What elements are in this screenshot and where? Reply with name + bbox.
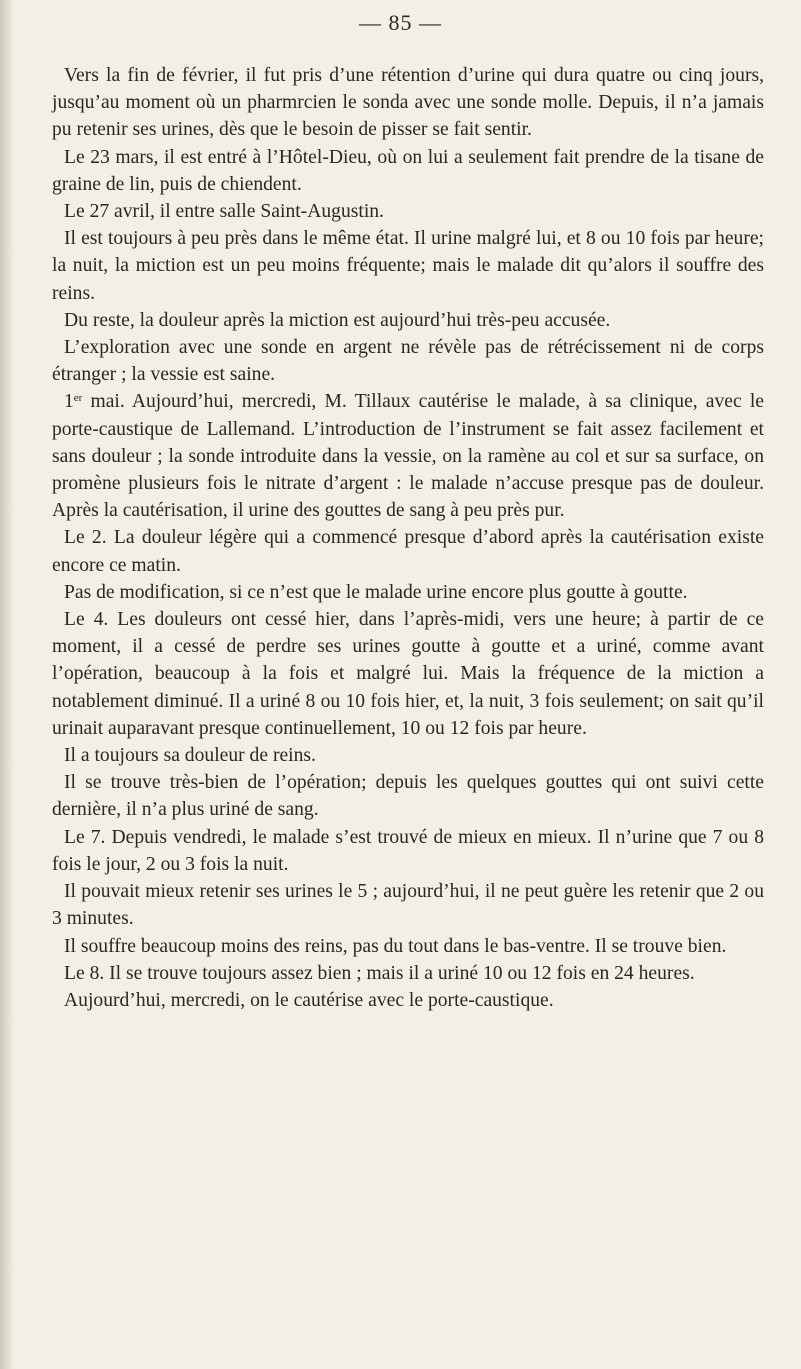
paragraph: L’exploration avec une sonde en argent ne révèle pas de rétrécissement ni de corps étranger ; la vessie est saine. <box>52 337 764 386</box>
paragraph: Il se trouve très-bien de l’opération; depuis les quelques gouttes qui ont suivi cette dernière, il n’a plus uriné de sang. <box>52 772 764 821</box>
paragraph: Du reste, la douleur après la miction est aujourd’hui très-peu accusée. <box>64 309 611 331</box>
paragraph: Le 2. La douleur légère qui a commencé presque d’abord après la cautérisation existe encore ce matin. <box>52 527 764 576</box>
paragraph: Le 8. Il se trouve toujours assez bien ; mais il a uriné 10 ou 12 fois en 24 heures. <box>64 962 695 984</box>
page-binding-shadow <box>0 0 14 1369</box>
paragraph: Le 7. Depuis vendredi, le malade s’est trouvé de mieux en mieux. Il n’urine que 7 ou 8 fois le jour, 2 ou 3 fois la nuit. <box>52 826 764 875</box>
paragraph: Le 23 mars, il est entré à l’Hôtel-Dieu, où on lui a seulement fait prendre de la tisane de graine de lin, puis de chiendent. <box>52 146 764 195</box>
paragraph: 1er mai. Aujourd’hui, mercredi, M. Tillaux cautérise le malade, à sa clinique, avec le porte-caustique de Lallemand. L’introduction de l’instrument se fait assez facilement et sans douleur ; la sonde introduite dans la vessie, on la ramène au col et sur sa surface, on promène plusieurs fois le nitrate d’argent : le malade n’accuse presque pas de douleur. Après la cautérisation, il urine des gouttes de sang à peu près pur. <box>52 391 764 522</box>
paragraph: Il est toujours à peu près dans le même état. Il urine malgré lui, et 8 ou 10 fois par heure; la nuit, la miction est un peu moins fréquente; mais le malade dit qu’alors il souffre des reins. <box>52 228 764 304</box>
paragraph: Il pouvait mieux retenir ses urines le 5 ; aujourd’hui, il ne peut guère les retenir que 2 ou 3 minutes. <box>52 881 764 930</box>
body-text <box>52 62 764 1014</box>
paragraph: Pas de modification, si ce n’est que le malade urine encore plus goutte à goutte. <box>64 581 688 603</box>
paragraph: Vers la fin de février, il fut pris d’une rétention d’urine qui dura quatre ou cinq jours, jusqu’au moment où un pharmrcien le sonda avec une sonde molle. Depuis, il n’a jamais pu retenir ses urines, dès que le besoin de pisser se fait sentir. <box>52 65 764 141</box>
ordinal-superscript: er <box>73 392 83 405</box>
paragraph: Il souffre beaucoup moins des reins, pas du tout dans le bas-ventre. Il se trouve bien. <box>64 935 727 957</box>
paragraph: Le 4. Les douleurs ont cessé hier, dans l’après-midi, vers une heure; à partir de ce moment, il a cessé de perdre ses urines goutte à goutte et a uriné, comme avant l’opération, beaucoup à la fois et malgré lui. Mais la fréquence de la miction a notablement diminué. Il a uriné 8 ou 10 fois hier, et, la nuit, 3 fois seulement; on sait qu’il urinait auparavant presque continuellement, 10 ou 12 fois par heure. <box>52 609 764 739</box>
paragraph: Aujourd’hui, mercredi, on le cautérise avec le porte-caustique. <box>64 989 554 1011</box>
page-number: — 85 — <box>359 10 442 35</box>
paragraph: Le 27 avril, il entre salle Saint-Augustin. <box>64 201 384 223</box>
paragraph: Il a toujours sa douleur de reins. <box>64 745 316 767</box>
